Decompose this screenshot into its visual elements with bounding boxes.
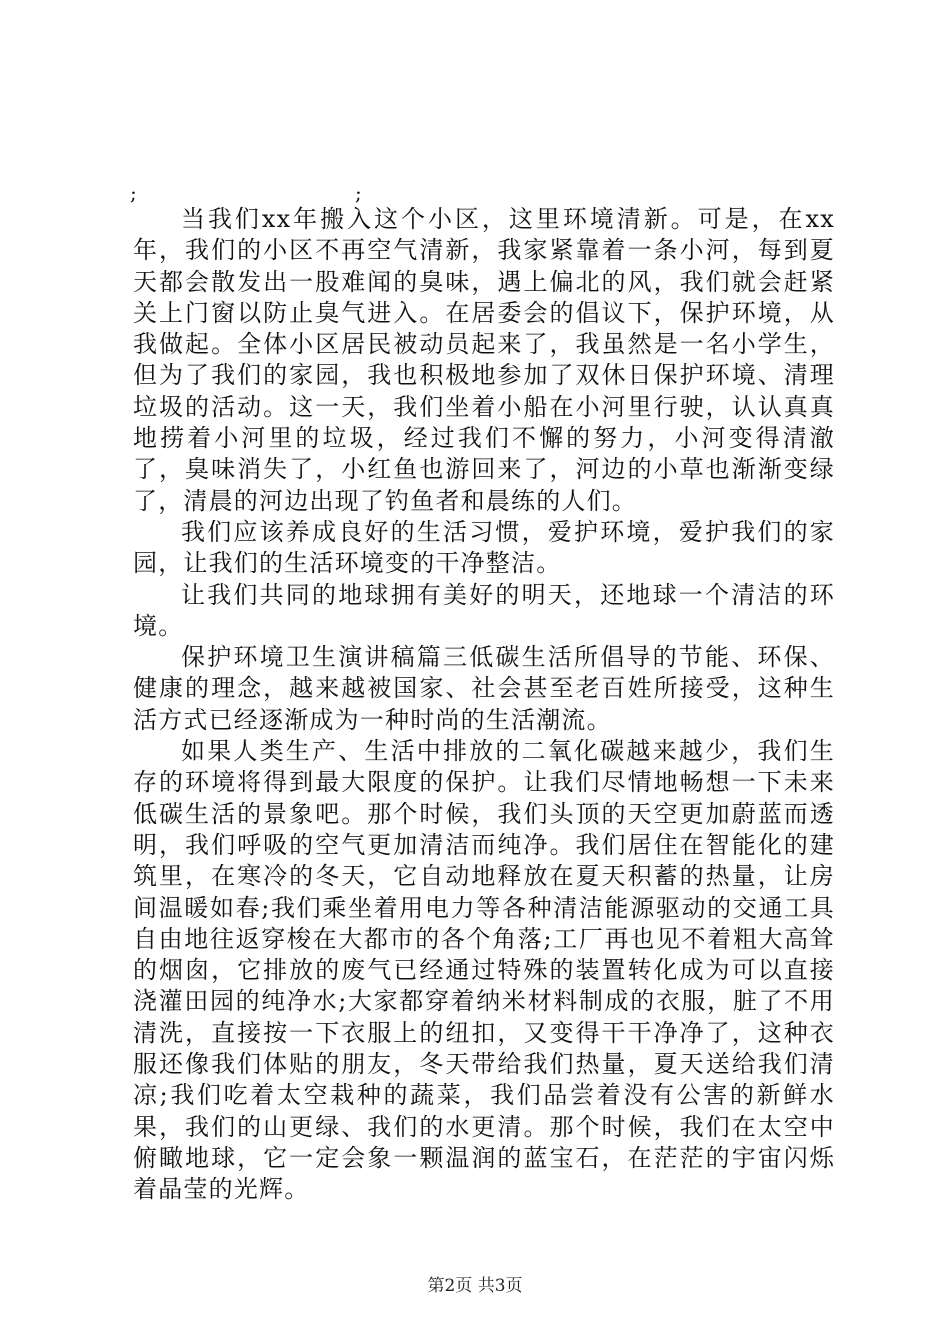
paragraph: 如果人类生产、生活中排放的二氧化碳越来越少，我们生存的环境将得到最大限度的保护。让我们尽情地畅想一下未来低碳生活的景象吧。那个时候，我们头顶的天空更加蔚蓝而透明，我们呼吸的空气更加清洁而纯净。我们居住在智能化的建筑里，在寒冷的冬天，它自动地释放在夏天积蓄的热量，让房间温暖如春;我们乘坐着用电力等各种清洁能源驱动的交通工具自由地往返穿梭在大都市的各个角落;工厂再也见不着粗大高耸的烟囱，它排放的废气已经通过特殊的装置转化成为可以直接浇灌田园的纯净水;大家都穿着纳米材料制成的衣服，脏了不用清洗，直接按一下衣服上的纽扣，又变得干干净净了，这种衣服还像我们体贴的朋友，冬天带给我们热量，夏天送给我们清凉;我们吃着太空栽种的蔬菜，我们品尝着没有公害的新鲜水果，我们的山更绿、我们的水更清。那个时候，我们在太空中俯瞰地球，它一定会象一颗温润的蓝宝石，在茫茫的宇宙闪烁着晶莹的光辉。 — [133, 737, 835, 1204]
page-footer — [0, 1271, 950, 1296]
semicolon-mark: ; — [355, 181, 362, 205]
body-text — [133, 204, 835, 1206]
paragraph: 保护环境卫生演讲稿篇三低碳生活所倡导的节能、环保、健康的理念，越来越被国家、社会甚至老百姓所接受，这种生活方式已经逐渐成为一种时尚的生活潮流。 — [133, 643, 835, 734]
page-number-label: 第2页 共3页 — [427, 1276, 523, 1296]
paragraph: 让我们共同的地球拥有美好的明天，还地球一个清洁的环境。 — [133, 580, 835, 640]
semicolon-mark: ; — [130, 181, 137, 205]
paragraph: 我们应该养成良好的生活习惯，爱护环境，爱护我们的家园，让我们的生活环境变的干净整洁。 — [133, 517, 835, 578]
paragraph: 当我们xx年搬入这个小区，这里环境清新。可是，在xx年，我们的小区不再空气清新，我家紧靠着一条小河，每到夏天都会散发出一股难闻的臭味，遇上偏北的风，我们就会赶紧关上门窗以防止臭气进入。在居委会的倡议下，保护环境，从我做起。全体小区居民被动员起来了，我虽然是一名小学生，但为了我们的家园，我也积极地参加了双休日保护环境、清理垃圾的活动。这一天，我们坐着小船在小河里行驶，认认真真地捞着小河里的垃圾，经过我们不懈的努力，小河变得清澈了，臭味消失了，小红鱼也游回来了，河边的小草也渐渐变绿了，清晨的河边出现了钓鱼者和晨练的人们。 — [133, 205, 835, 515]
